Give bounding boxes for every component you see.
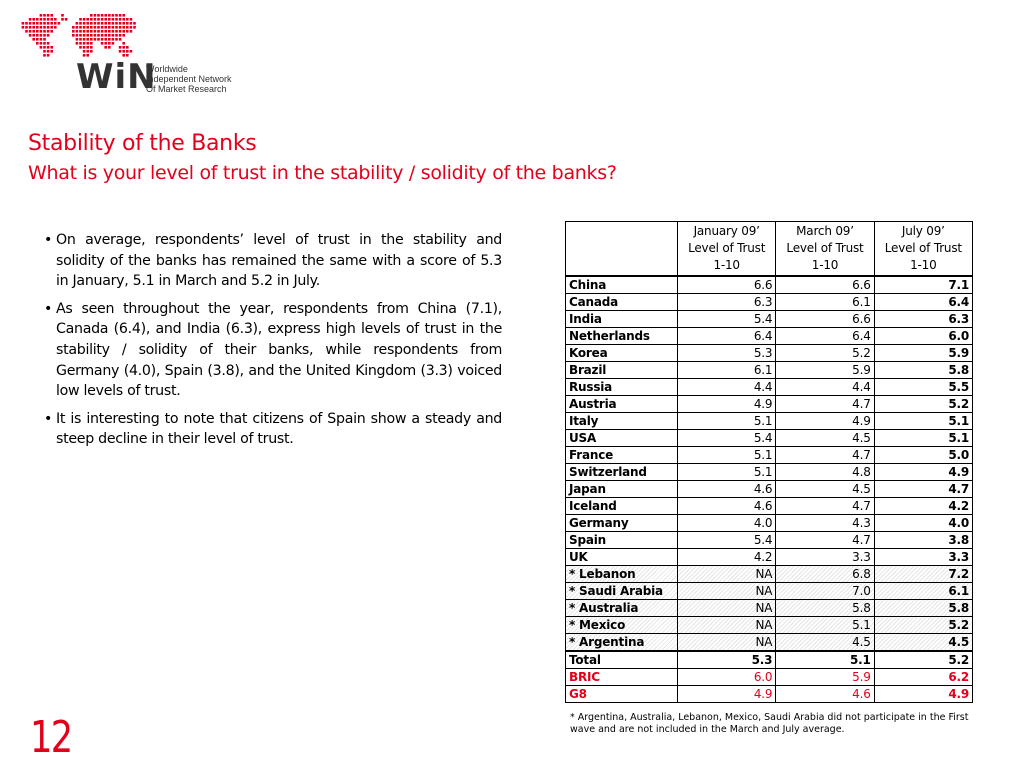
table-row bbox=[566, 413, 973, 430]
july-value: 4.7 bbox=[874, 481, 972, 498]
column-header-march bbox=[776, 222, 874, 277]
table-row bbox=[566, 515, 973, 532]
country-cell: Iceland bbox=[566, 498, 678, 515]
march-value: 6.8 bbox=[776, 566, 874, 583]
july-value: 5.0 bbox=[874, 447, 972, 464]
january-value: 6.0 bbox=[678, 669, 776, 686]
january-value: 6.4 bbox=[678, 328, 776, 345]
table-body bbox=[566, 276, 973, 703]
table-row bbox=[566, 583, 973, 600]
july-value: 6.0 bbox=[874, 328, 972, 345]
logo-wordmark: WiN bbox=[76, 57, 157, 97]
january-value: 5.1 bbox=[678, 413, 776, 430]
country-cell: * Australia bbox=[566, 600, 678, 617]
country-cell: G8 bbox=[566, 686, 678, 703]
july-value: 5.8 bbox=[874, 362, 972, 379]
table-row bbox=[566, 464, 973, 481]
march-value: 4.4 bbox=[776, 379, 874, 396]
table-row bbox=[566, 634, 973, 652]
january-value: 4.9 bbox=[678, 686, 776, 703]
march-value: 7.0 bbox=[776, 583, 874, 600]
table-row bbox=[566, 617, 973, 634]
july-value: 3.3 bbox=[874, 549, 972, 566]
march-value: 4.3 bbox=[776, 515, 874, 532]
march-value: 4.7 bbox=[776, 532, 874, 549]
country-cell: Germany bbox=[566, 515, 678, 532]
july-value: 5.2 bbox=[874, 617, 972, 634]
country-cell: Japan bbox=[566, 481, 678, 498]
country-cell: USA bbox=[566, 430, 678, 447]
table-row bbox=[566, 549, 973, 566]
march-value: 6.6 bbox=[776, 311, 874, 328]
january-value: 4.6 bbox=[678, 498, 776, 515]
table-row bbox=[566, 396, 973, 413]
january-value: 5.4 bbox=[678, 532, 776, 549]
column-header-line: 1-10 bbox=[910, 258, 937, 272]
march-value: 5.9 bbox=[776, 362, 874, 379]
march-value: 4.5 bbox=[776, 481, 874, 498]
march-value: 4.7 bbox=[776, 396, 874, 413]
january-value: 4.4 bbox=[678, 379, 776, 396]
january-value: 5.4 bbox=[678, 430, 776, 447]
january-value: 5.1 bbox=[678, 447, 776, 464]
table-row bbox=[566, 276, 973, 294]
january-value: 5.3 bbox=[678, 345, 776, 362]
country-cell: UK bbox=[566, 549, 678, 566]
table-row bbox=[566, 379, 973, 396]
page-subtitle: What is your level of trust in the stability / solidity of the banks? bbox=[28, 162, 617, 184]
july-value: 4.9 bbox=[874, 686, 972, 703]
page-number: 12 bbox=[30, 712, 72, 763]
march-value: 4.8 bbox=[776, 464, 874, 481]
table-row bbox=[566, 430, 973, 447]
july-value: 6.1 bbox=[874, 583, 972, 600]
country-cell: Italy bbox=[566, 413, 678, 430]
march-value: 5.8 bbox=[776, 600, 874, 617]
table-row bbox=[566, 566, 973, 583]
march-value: 4.9 bbox=[776, 413, 874, 430]
march-value: 6.1 bbox=[776, 294, 874, 311]
july-value: 5.1 bbox=[874, 430, 972, 447]
january-value: 5.4 bbox=[678, 311, 776, 328]
column-header-line: July 09’ bbox=[901, 224, 945, 238]
logo-tagline-line: Of Market Research bbox=[146, 84, 227, 94]
country-cell: China bbox=[566, 276, 678, 294]
world-map-icon bbox=[18, 14, 143, 62]
logo-tagline bbox=[146, 64, 232, 94]
country-cell: Spain bbox=[566, 532, 678, 549]
country-cell: Brazil bbox=[566, 362, 678, 379]
july-value: 5.8 bbox=[874, 600, 972, 617]
july-value: 5.2 bbox=[874, 396, 972, 413]
march-value: 4.5 bbox=[776, 634, 874, 652]
july-value: 4.0 bbox=[874, 515, 972, 532]
july-value: 5.9 bbox=[874, 345, 972, 362]
country-cell: * Mexico bbox=[566, 617, 678, 634]
bullet-point: • It is interesting to note that citizens of Spain show a steady and steep decline in their level of trust. bbox=[44, 409, 502, 450]
january-value: 6.6 bbox=[678, 276, 776, 294]
january-value: 6.3 bbox=[678, 294, 776, 311]
country-cell: BRIC bbox=[566, 669, 678, 686]
july-value: 5.1 bbox=[874, 413, 972, 430]
march-value: 5.2 bbox=[776, 345, 874, 362]
footnote: * Argentina, Australia, Lebanon, Mexico, Saudi Arabia did not participate in the First wave and are not included in the March and July average. bbox=[570, 712, 969, 735]
january-value: NA bbox=[678, 583, 776, 600]
country-cell: * Lebanon bbox=[566, 566, 678, 583]
january-value: NA bbox=[678, 634, 776, 652]
column-header-line: January 09’ bbox=[693, 224, 760, 238]
table-header-row bbox=[566, 222, 973, 277]
table-corner-cell bbox=[566, 222, 678, 277]
table-row bbox=[566, 447, 973, 464]
table-row bbox=[566, 498, 973, 515]
table-row bbox=[566, 532, 973, 549]
page-title: Stability of the Banks bbox=[28, 131, 257, 156]
logo-tagline-line: Independent Network bbox=[146, 74, 232, 84]
january-value: NA bbox=[678, 566, 776, 583]
january-value: NA bbox=[678, 600, 776, 617]
july-value: 7.1 bbox=[874, 276, 972, 294]
march-value: 4.7 bbox=[776, 447, 874, 464]
july-value: 5.2 bbox=[874, 651, 972, 669]
january-value: 5.1 bbox=[678, 464, 776, 481]
country-cell: Austria bbox=[566, 396, 678, 413]
july-value: 5.5 bbox=[874, 379, 972, 396]
january-value: 4.6 bbox=[678, 481, 776, 498]
bullet-point: • As seen throughout the year, respondents from China (7.1), Canada (6.4), and India (6.3), express high levels of trust in the stability / solidity of their banks, while respondents from Germany (4.0), Spain (3.8), and the United Kingdom (3.3) voiced low levels of trust. bbox=[44, 299, 502, 402]
march-value: 5.9 bbox=[776, 669, 874, 686]
country-cell: France bbox=[566, 447, 678, 464]
march-value: 4.7 bbox=[776, 498, 874, 515]
bullet-point: • On average, respondents’ level of trust in the stability and solidity of the banks has remained the same with a score of 5.3 in January, 5.1 in March and 5.2 in July. bbox=[44, 230, 502, 292]
country-cell: Korea bbox=[566, 345, 678, 362]
table-row bbox=[566, 669, 973, 686]
column-header-line: 1-10 bbox=[713, 258, 740, 272]
trust-table bbox=[565, 221, 973, 703]
column-header-line: Level of Trust bbox=[884, 241, 962, 255]
march-value: 4.5 bbox=[776, 430, 874, 447]
january-value: NA bbox=[678, 617, 776, 634]
january-value: 4.0 bbox=[678, 515, 776, 532]
country-cell: Canada bbox=[566, 294, 678, 311]
country-cell: India bbox=[566, 311, 678, 328]
march-value: 5.1 bbox=[776, 617, 874, 634]
table-row bbox=[566, 294, 973, 311]
july-value: 6.4 bbox=[874, 294, 972, 311]
table-row bbox=[566, 362, 973, 379]
march-value: 6.4 bbox=[776, 328, 874, 345]
column-header-line: 1-10 bbox=[811, 258, 839, 272]
march-value: 3.3 bbox=[776, 549, 874, 566]
table-row bbox=[566, 328, 973, 345]
table-header bbox=[566, 222, 973, 277]
january-value: 4.9 bbox=[678, 396, 776, 413]
table-row bbox=[566, 600, 973, 617]
country-cell: Netherlands bbox=[566, 328, 678, 345]
column-header-line: Level of Trust bbox=[786, 241, 864, 255]
july-value: 3.8 bbox=[874, 532, 972, 549]
january-value: 6.1 bbox=[678, 362, 776, 379]
logo-tagline-line: Worldwide bbox=[146, 64, 188, 74]
column-header-january bbox=[678, 222, 776, 277]
table-row bbox=[566, 686, 973, 703]
table-row bbox=[566, 481, 973, 498]
country-cell: Russia bbox=[566, 379, 678, 396]
july-value: 6.3 bbox=[874, 311, 972, 328]
country-cell: Switzerland bbox=[566, 464, 678, 481]
july-value: 7.2 bbox=[874, 566, 972, 583]
july-value: 4.2 bbox=[874, 498, 972, 515]
march-value: 6.6 bbox=[776, 276, 874, 294]
january-value: 5.3 bbox=[678, 651, 776, 669]
july-value: 4.5 bbox=[874, 634, 972, 652]
july-value: 6.2 bbox=[874, 669, 972, 686]
table-row bbox=[566, 345, 973, 362]
win-logo bbox=[18, 14, 248, 97]
table-row bbox=[566, 311, 973, 328]
country-cell: * Argentina bbox=[566, 634, 678, 652]
column-header-line: Level of Trust bbox=[688, 241, 766, 255]
table-row bbox=[566, 651, 973, 669]
march-value: 5.1 bbox=[776, 651, 874, 669]
country-cell: Total bbox=[566, 651, 678, 669]
column-header-line: March 09’ bbox=[796, 224, 854, 238]
july-value: 4.9 bbox=[874, 464, 972, 481]
january-value: 4.2 bbox=[678, 549, 776, 566]
column-header-july bbox=[874, 222, 972, 277]
country-cell: * Saudi Arabia bbox=[566, 583, 678, 600]
march-value: 4.6 bbox=[776, 686, 874, 703]
bullet-list bbox=[44, 230, 502, 457]
